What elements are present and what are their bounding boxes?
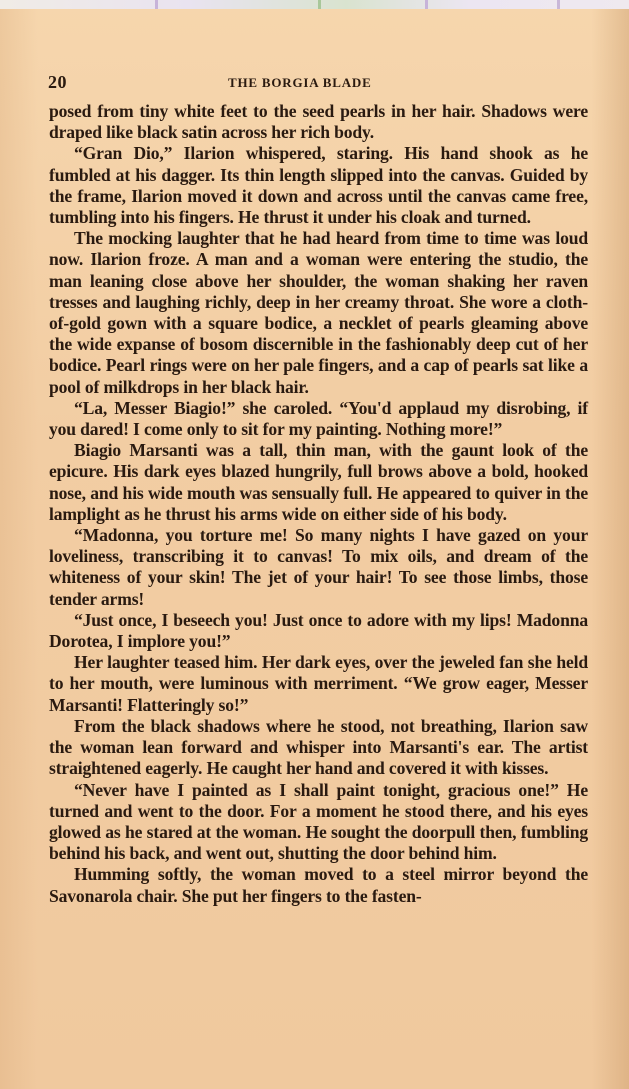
paragraph: Her laughter teased him. Her dark eyes, over the jeweled fan she held to her mouth, were luminous with merriment. “We grow eager, Messer Marsanti! Flatteringly so!”	[49, 652, 588, 715]
book-title: THE BORGIA BLADE	[228, 75, 372, 90]
paragraph: Biagio Marsanti was a tall, thin man, with the gaunt look of the epicure. His dark eyes blazed hungrily, full brows above a bold, hooked nose, and his wide mouth was sensually full. He appeared to quiver in the lamplight as he thrust his arms wide on either side of his body.	[49, 440, 588, 524]
paragraph: The mocking laughter that he had heard from time to time was loud now. Ilarion froze. A man and a woman were entering the studio, the man leaning close above her shoulder, the woman shaking her raven tresses and laughing richly, deep in her creamy throat. She wore a cloth-of-gold gown with a square bodice, a necklet of pearls gleaming above the wide expanse of bosom discernible in the fashionably deep cut of her bodice. Pearl rings were on her pale fingers, and a cap of pearls sat like a pool of milkdrops in her black hair.	[49, 228, 588, 397]
paragraph: “Just once, I beseech you! Just once to adore with my lips! Madonna Dorotea, I implore you!”	[49, 609, 588, 652]
page-top-edge	[0, 0, 629, 9]
top-edge-mark	[557, 0, 560, 9]
paragraph: posed from tiny white feet to the seed pearls in her hair. Shadows were draped like black satin across her rich body.	[49, 101, 588, 143]
top-edge-mark	[318, 0, 321, 9]
paragraph: “Never have I painted as I shall paint tonight, gracious one!” He turned and went to the door. For a moment he stood there, and his eyes glowed as he stared at the woman. He sought the doorpull then, fumbling behind his back, and went out, shutting the door behind him.	[49, 779, 588, 864]
paragraph: “Madonna, you torture me! So many nights I have gazed on your loveliness, transcribing it to canvas! To mix oils, and dream of the whiteness of your skin! The jet of your hair! To see those limbs, those tender arms!	[49, 525, 588, 609]
paragraph: Humming softly, the woman moved to a steel mirror beyond the Savonarola chair. She put her fingers to the fasten-	[49, 864, 588, 906]
top-edge-mark	[425, 0, 428, 9]
body-text	[49, 101, 588, 907]
top-edge-mark	[155, 0, 158, 9]
paragraph: “Gran Dio,” Ilarion whispered, staring. His hand shook as he fumbled at his dagger. Its thin length slipped into the canvas. Guided by the frame, Ilarion moved it down and across until the canvas came free, tumbling into his fingers. He thrust it under his cloak and turned.	[49, 143, 588, 228]
paragraph: “La, Messer Biagio!” she caroled. “You'd applaud my disrobing, if you dared! I come only to sit for my painting. Nothing more!”	[49, 397, 588, 440]
paragraph: From the black shadows where he stood, not breathing, Ilarion saw the woman lean forward and whisper into Marsanti's ear. The artist straightened eagerly. He caught her hand and covered it with kisses.	[49, 715, 588, 779]
running-head	[48, 72, 588, 94]
page-number: 20	[48, 72, 67, 92]
